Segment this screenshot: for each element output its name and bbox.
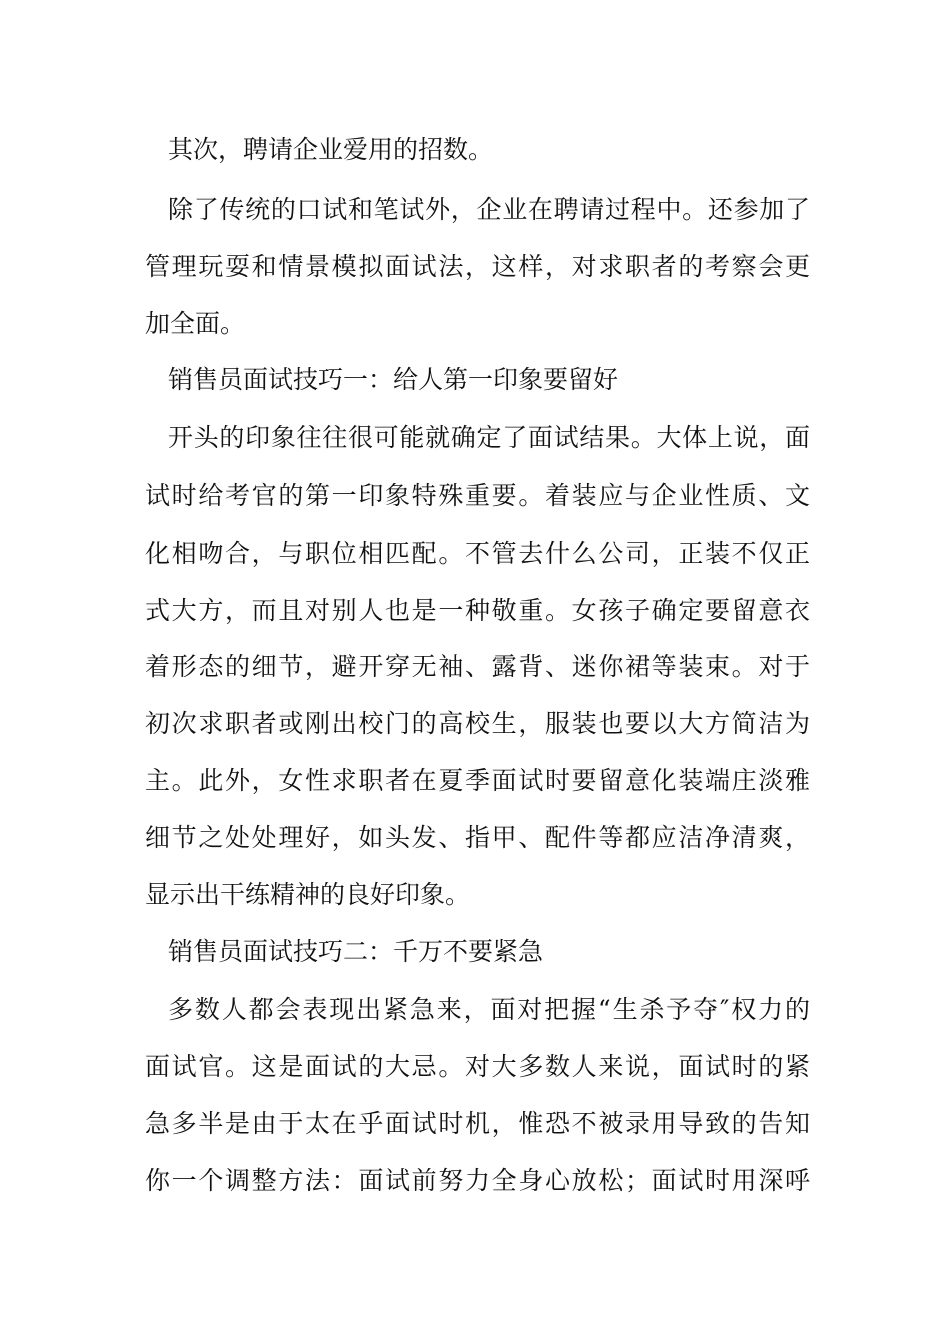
text-line: 其次，聘请企业爱用的招数。: [168, 135, 494, 164]
text-line: 着形态的细节，避开穿无袖、露背、迷你裙等装束。对于: [145, 652, 810, 681]
text-line: 急多半是由于太在乎面试时机，惟恐不被录用导致的告知: [145, 1109, 810, 1138]
section-heading: 销售员面试技巧二：千万不要紧急: [168, 937, 544, 966]
text-line: 开头的印象往往很可能就确定了面试结果。大体上说，面: [168, 423, 810, 452]
text-line: 多数人都会表现出紧急来，面对把握“生杀予夺″权力的: [168, 995, 810, 1024]
text-line: 管理玩耍和情景模拟面试法，这样，对求职者的考察会更: [145, 252, 810, 281]
text-line: 加全面。: [145, 309, 246, 338]
text-line: 主。此外，女性求职者在夏季面试时要留意化装端庄淡雅: [145, 766, 810, 795]
text-line: 面试官。这是面试的大忌。对大多数人来说，面试时的紧: [145, 1052, 810, 1081]
text-line: 细节之处处理好，如头发、指甲、配件等都应洁净清爽，: [145, 823, 810, 852]
text-line: 除了传统的口试和笔试外，企业在聘请过程中。还参加了: [168, 195, 810, 224]
text-line: 式大方，而且对别人也是一种敬重。女孩子确定要留意衣: [145, 596, 810, 625]
section-heading: 销售员面试技巧一：给人第一印象要留好: [168, 365, 619, 394]
text-line: 化相吻合，与职位相匹配。不管去什么公司，正装不仅正: [145, 539, 810, 568]
text-line: 试时给考官的第一印象特殊重要。着装应与企业性质、文: [145, 481, 810, 510]
text-line: 你一个调整方法：面试前努力全身心放松；面试时用深呼: [145, 1166, 810, 1195]
text-line: 初次求职者或刚出校门的高校生，服装也要以大方简洁为: [145, 709, 810, 738]
text-line: 显示出干练精神的良好印象。: [145, 880, 471, 909]
